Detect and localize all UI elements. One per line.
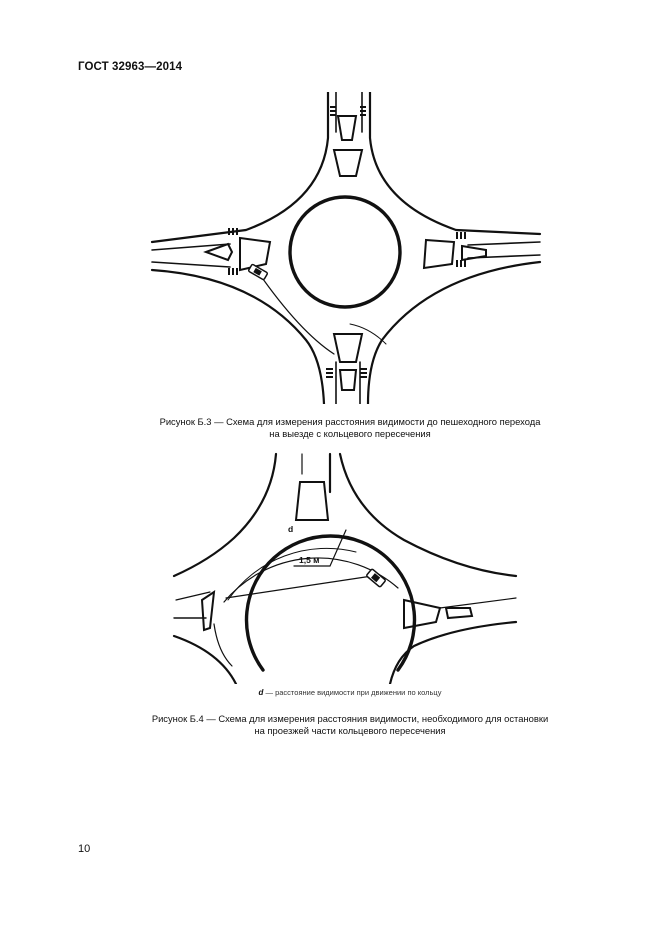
- page-number: 10: [78, 843, 91, 855]
- document-code-header: ГОСТ 32963—2014: [78, 61, 183, 73]
- figure-b3-caption-line1: Рисунок Б.3 — Схема для измерения расстояния видимости до пешеходного перехода: [159, 416, 541, 427]
- central-island: [290, 197, 400, 307]
- figure-b4-legend: [120, 688, 580, 697]
- figure-b3-svg: [0, 92, 661, 404]
- offset-1-5m-label: 1,5 м: [299, 555, 320, 565]
- figure-b3-caption: [80, 416, 620, 440]
- legend-text: — расстояние видимости при движении по кольцу: [263, 688, 442, 697]
- splitter-island-north: [334, 150, 362, 176]
- figure-b4-svg: [0, 452, 661, 684]
- splitter-island-south-lower: [340, 370, 356, 390]
- edge-nw: [174, 454, 276, 576]
- distance-d-label: d: [288, 524, 294, 534]
- splitter-island-west: [202, 592, 214, 630]
- vehicle-icon: [366, 569, 386, 587]
- splitter-island-north: [296, 482, 328, 520]
- splitter-island-east: [424, 240, 454, 268]
- figure-b4-caption-line2: на проезжей части кольцевого пересечения: [254, 725, 446, 736]
- edge-ne: [370, 92, 540, 234]
- legend-symbol-d: d: [258, 688, 264, 697]
- edge-sw: [152, 270, 324, 404]
- figure-b4-roundabout-diagram: [0, 452, 661, 684]
- splitter-island-south: [334, 334, 362, 362]
- figure-b4-caption: [80, 713, 620, 737]
- distance-d-arc: [228, 548, 356, 600]
- splitter-island-east: [404, 600, 440, 628]
- edge-se: [368, 262, 540, 404]
- splitter-island-north-upper: [338, 116, 356, 140]
- splitter-island-west-small: [206, 244, 232, 260]
- edge-ne: [340, 454, 516, 576]
- figure-b4-caption-line1: Рисунок Б.4 — Схема для измерения расстояния видимости, необходимого для остановки: [151, 713, 549, 724]
- splitter-island-east-small: [446, 608, 472, 618]
- figure-b3-roundabout-diagram: [0, 92, 661, 404]
- central-island-arc: [247, 536, 415, 670]
- figure-b3-caption-line2: на выезде с кольцевого пересечения: [269, 428, 431, 439]
